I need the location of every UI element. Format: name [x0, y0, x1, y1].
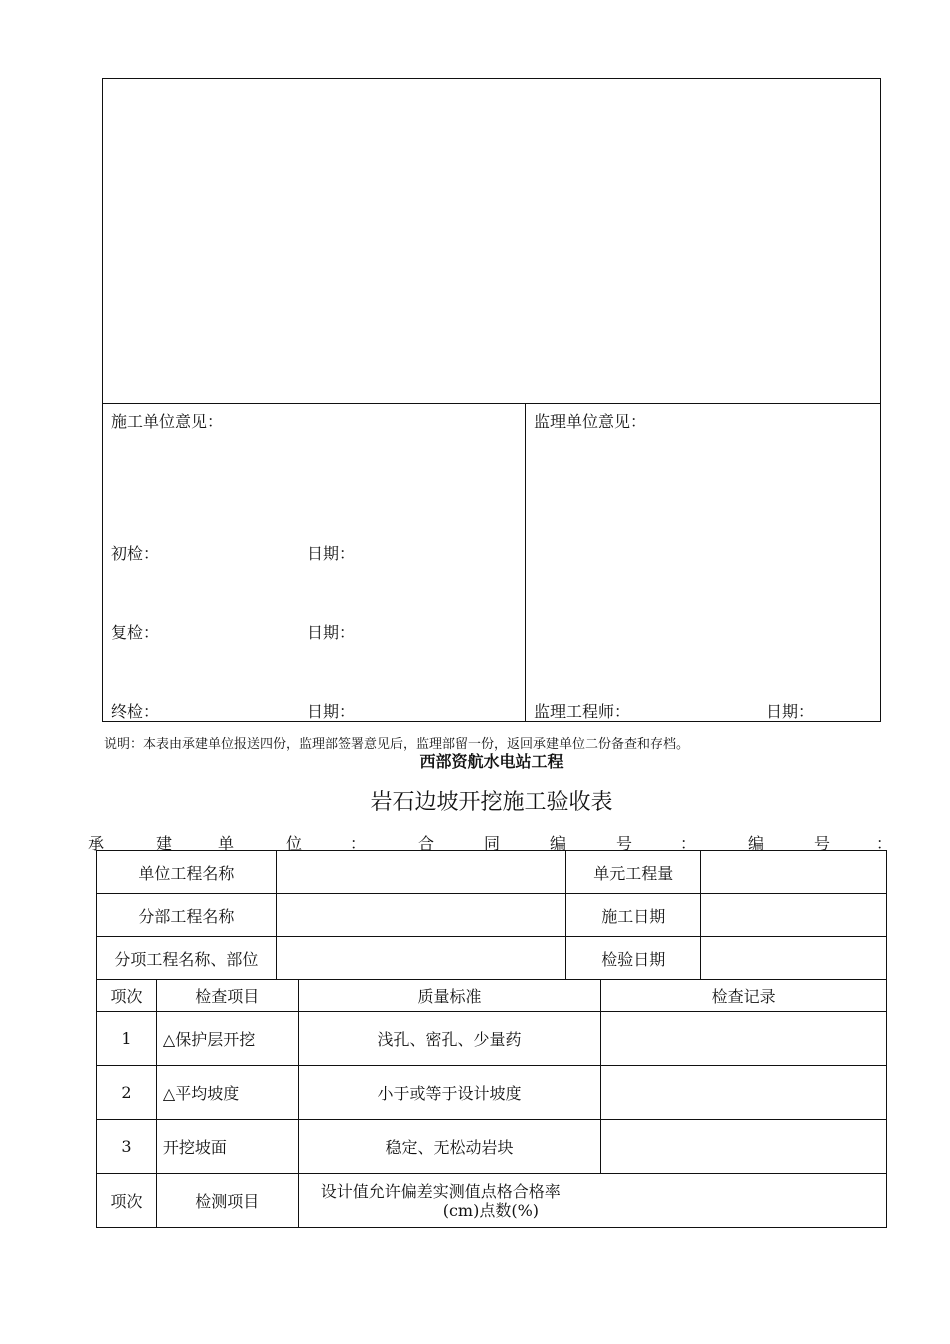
- header-line: [88, 831, 893, 853]
- upper-form-frame: [102, 78, 881, 722]
- info-label: 分部工程名称: [97, 894, 277, 937]
- construction-opinion-label: 施工单位意见：: [111, 412, 224, 431]
- upper-form-divider-vertical: [525, 403, 526, 722]
- info-row: [97, 937, 887, 980]
- contractor-char: ：: [350, 834, 367, 853]
- contract-no-char: 合: [418, 834, 435, 853]
- contract-no-char: 编: [550, 834, 567, 853]
- form-note: 说明：本表由承建单位报送四份，监理部签署意见后，监理部留一份，返回承建单位二份备查和存档。: [104, 737, 690, 752]
- item-header: 检查项目: [156, 980, 298, 1012]
- info-row: [97, 894, 887, 937]
- supervising-engineer-label: 监理工程师：: [534, 702, 631, 721]
- info-table: [96, 850, 887, 980]
- contractor-char: 承: [88, 834, 105, 853]
- form-title: 岩石边坡开挖施工验收表: [370, 790, 613, 815]
- standard-header: 质量标准: [298, 980, 601, 1012]
- measure-seq-header: 项次: [97, 1174, 157, 1228]
- info-right-value-cell[interactable]: [701, 851, 887, 894]
- supervising-engineer-date-label: 日期：: [766, 702, 815, 721]
- contractor-char: 位: [286, 834, 303, 853]
- measure-columns-line2: (cm)点数(%): [442, 1200, 540, 1220]
- measure-columns-header: [298, 1174, 886, 1228]
- record-cell[interactable]: [601, 1120, 887, 1174]
- table-row: [97, 1012, 887, 1066]
- item-cell: 开挖坡面: [156, 1120, 298, 1174]
- seq-cell: 2: [97, 1066, 157, 1120]
- info-value-cell[interactable]: [276, 937, 566, 980]
- measure-header-row: [97, 1174, 887, 1228]
- info-value-cell[interactable]: [276, 851, 566, 894]
- contract-no-char: 号: [616, 834, 633, 853]
- serial-no-char: 号: [814, 834, 831, 853]
- recheck-label: 复检：: [111, 623, 160, 642]
- record-header: 检查记录: [601, 980, 887, 1012]
- contract-no-char: ：: [680, 834, 697, 853]
- supervision-opinion-label: 监理单位意见：: [534, 412, 647, 431]
- inspection-table: [96, 979, 887, 1228]
- info-right-label: 单元工程量: [566, 851, 701, 894]
- info-row: [97, 851, 887, 894]
- table-row: [97, 1066, 887, 1120]
- initial-check-label: 初检：: [111, 544, 160, 563]
- seq-header: 项次: [97, 980, 157, 1012]
- item-cell: △保护层开挖: [156, 1012, 298, 1066]
- record-cell[interactable]: [601, 1012, 887, 1066]
- standard-cell: 稳定、无松动岩块: [298, 1120, 601, 1174]
- info-value-cell[interactable]: [276, 894, 566, 937]
- info-label: 分项工程名称、部位: [97, 937, 277, 980]
- contractor-char: 单: [218, 834, 235, 853]
- info-right-label: 检验日期: [566, 937, 701, 980]
- final-check-label: 终检：: [111, 702, 160, 721]
- info-right-label: 施工日期: [566, 894, 701, 937]
- info-right-value-cell[interactable]: [701, 937, 887, 980]
- serial-no-char: ：: [876, 834, 893, 853]
- item-cell: △平均坡度: [156, 1066, 298, 1120]
- record-cell[interactable]: [601, 1066, 887, 1120]
- standard-cell: 小于或等于设计坡度: [298, 1066, 601, 1120]
- seq-cell: 3: [97, 1120, 157, 1174]
- upper-form-divider-horizontal: [102, 403, 881, 404]
- table-row: [97, 1120, 887, 1174]
- initial-check-date-label: 日期：: [307, 544, 356, 563]
- info-label: 单位工程名称: [97, 851, 277, 894]
- standard-cell: 浅孔、密孔、少量药: [298, 1012, 601, 1066]
- measure-columns-line1: 设计值允许偏差实测值点格合格率: [320, 1181, 561, 1201]
- project-name: 西部资航水电站工程: [419, 752, 564, 771]
- info-right-value-cell[interactable]: [701, 894, 887, 937]
- contractor-char: 建: [156, 834, 173, 853]
- inspection-header-row: [97, 980, 887, 1012]
- final-check-date-label: 日期：: [307, 702, 356, 721]
- seq-cell: 1: [97, 1012, 157, 1066]
- contract-no-char: 同: [484, 834, 501, 853]
- recheck-date-label: 日期：: [307, 623, 356, 642]
- measure-item-header: 检测项目: [156, 1174, 298, 1228]
- serial-no-char: 编: [748, 834, 765, 853]
